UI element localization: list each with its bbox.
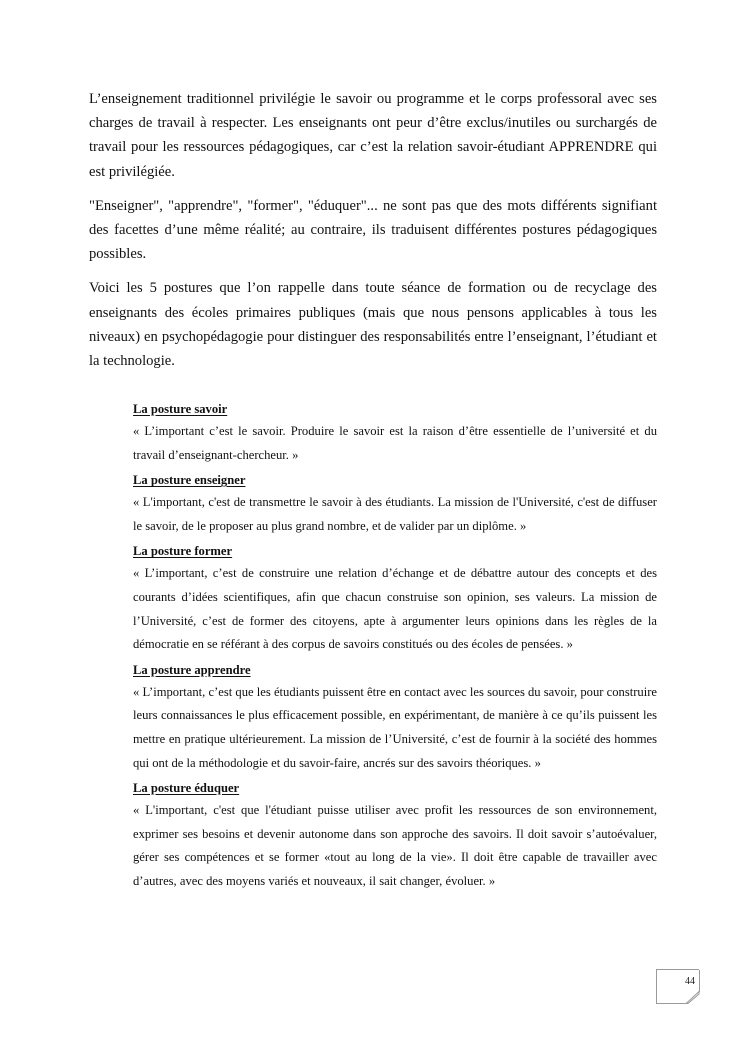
posture-quote: « L’important, c’est que les étudiants puissent être en contact avec les sources du savoir, pour construire leurs connaissances le plus efficacement possible, en expérimentant, de manière à ce qu’ils puissent les mettre en pratique ultérieurement. La mission de l’Université, c’est de fournir à la société des hommes qui ont de la méthodologie et du savoir-faire, ancrés sur des savoirs théoriques. »	[133, 684, 657, 770]
posture-title: La posture savoir	[133, 402, 228, 416]
posture-quote: « L’important, c’est de construire une relation d’échange et de débattre autour des concepts et des courants d’idées scientifiques, afin que chacun construise son opinion, ses valeurs. La mission de l’Université, c’est de former des citoyens, apte à argumenter leurs opinions dans les règles de la démocratie en se référant à des corpus de savoirs constitués ou des écoles de pensées. »	[133, 566, 657, 652]
posture-title: La posture éduquer	[133, 781, 240, 796]
page-fold-icon	[686, 991, 700, 1004]
posture-quote: « L’important c’est le savoir. Produire le savoir est la raison d’être essentielle de l’université et du travail d’enseignant-chercheur. »	[133, 424, 657, 462]
posture-enseigner	[133, 470, 657, 538]
posture-quote: « L'important, c'est de transmettre le savoir à des étudiants. La mission de l'Université, c'est de diffuser le savoir, de le proposer au plus grand nombre, et de valider par un diplôme. »	[133, 495, 657, 533]
paragraph-pedagogical-words: "Enseigner", "apprendre", "former", "éduquer"... ne sont pas que des mots différents signifiant des facettes d’une même réalité; au contraire, ils traduisent différentes postures pédagogiques possibles.	[89, 197, 657, 263]
posture-title: La posture enseigner	[133, 473, 246, 488]
body-text	[89, 87, 657, 373]
page-number-box	[656, 969, 699, 1004]
postures-list	[133, 399, 657, 897]
posture-apprendre	[133, 660, 657, 775]
posture-quote: « L'important, c'est que l'étudiant puisse utiliser avec profit les ressources de son environnement, exprimer ses besoins et devenir autonome dans son approche des savoirs. Il doit savoir s’autoévaluer, gérer ses compétences et se former «tout au long de la vie». Il doit être capable de travailler avec d’autres, avec des moyens variés et nouveaux, il sait changer, évoluer. »	[133, 803, 657, 888]
posture-former	[133, 541, 657, 656]
posture-title: La posture former	[133, 544, 233, 559]
paragraph-traditional-teaching: L’enseignement traditionnel privilégie le savoir ou programme et le corps professoral avec ses charges de travail à respecter. Les enseignants ont peur d’être exclus/inutiles ou surchargés de travail pour les ressources pédagogiques, car c’est la relation savoir-étudiant APPRENDRE qui est privilégiée.	[89, 91, 657, 180]
posture-title: La posture apprendre	[133, 662, 251, 677]
page-box-bottom-edge	[657, 1003, 687, 1004]
page-number: 44	[685, 976, 695, 987]
posture-savoir	[133, 399, 657, 467]
paragraph-five-postures-intro: Voici les 5 postures que l’on rappelle dans toute séance de formation ou de recyclage des enseignants des écoles primaires publiques (mais que nous pensons applicables à tous les niveaux) en psychopédagogie pour distinguer des responsabilités entre l’enseignant, l’étudiant et la technologie.	[89, 280, 657, 370]
posture-eduquer	[133, 778, 657, 893]
